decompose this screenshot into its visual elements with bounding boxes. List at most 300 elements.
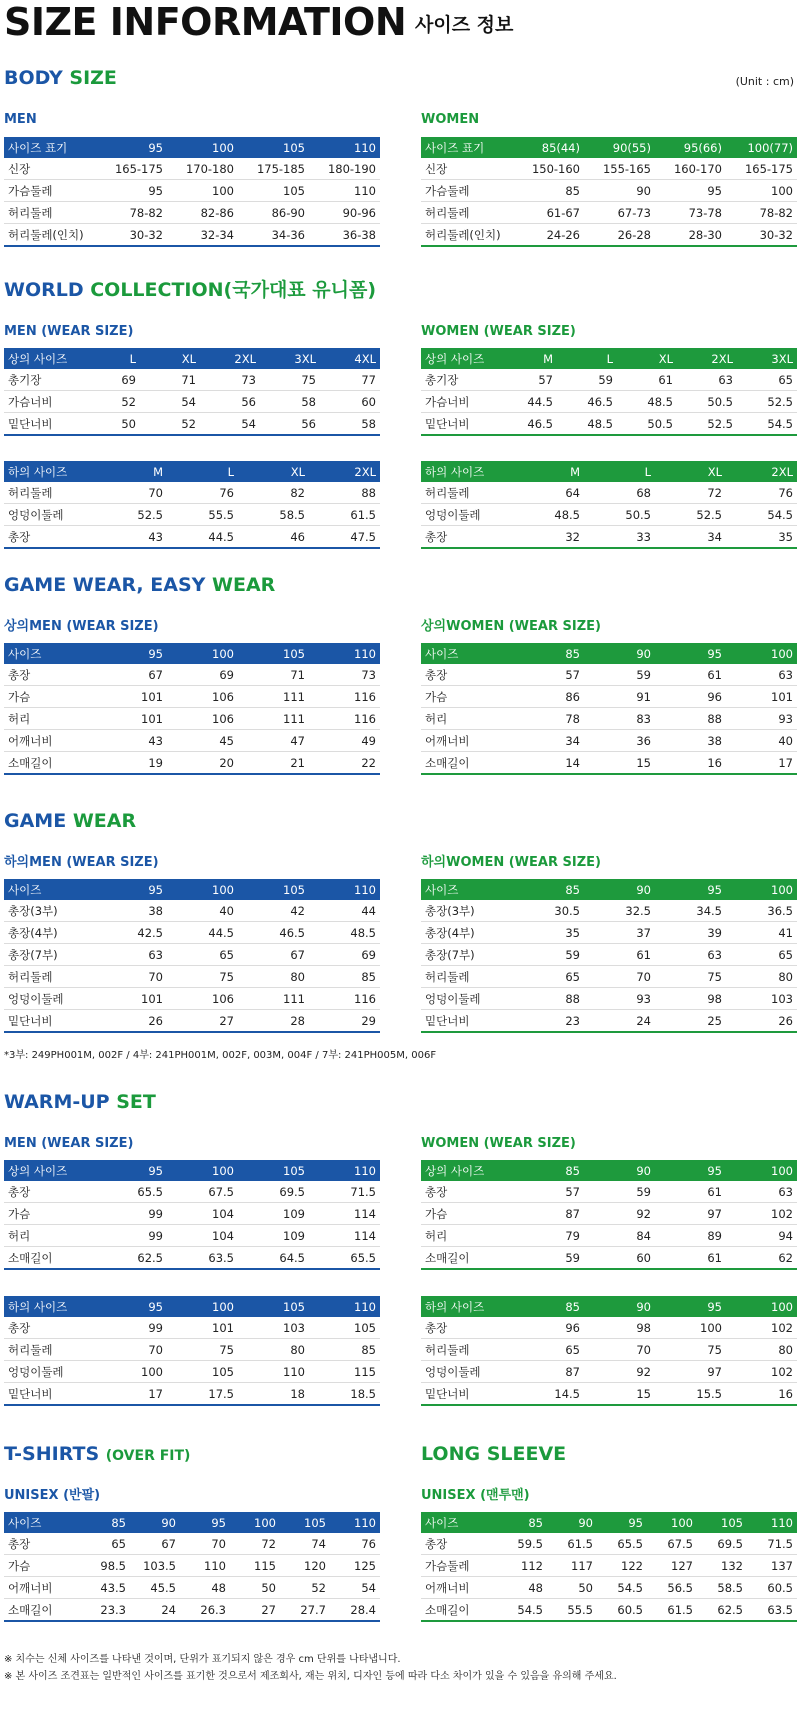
value-cell: 42: [238, 900, 309, 922]
value-cell: 62.5: [96, 1247, 167, 1270]
row-label-cell: 엉덩이둘레: [4, 988, 96, 1010]
value-cell: 41: [726, 922, 797, 944]
row-label-cell: 엉덩이둘레: [4, 1361, 96, 1383]
value-cell: 110: [238, 1361, 309, 1383]
size-header-cell: 3XL: [737, 348, 797, 369]
size-header-cell: 2XL: [726, 461, 797, 482]
row-label-cell: 총장: [4, 526, 96, 549]
value-cell: 76: [167, 482, 238, 504]
value-cell: 54: [330, 1577, 380, 1599]
footnote-1: ※ 치수는 신체 사이즈를 나타낸 것이며, 단위가 표기되지 않은 경우 cm 단위를 나타냅니다.: [4, 1654, 401, 1665]
value-cell: 38: [96, 900, 167, 922]
value-cell: 56: [260, 413, 320, 436]
longsleeve-label: UNISEX (맨투맨): [421, 1488, 530, 1503]
size-header-cell: 100: [167, 137, 238, 158]
value-cell: 63: [726, 664, 797, 686]
value-cell: 71: [238, 664, 309, 686]
value-cell: 36: [584, 730, 655, 752]
table-row: [421, 482, 797, 504]
value-cell: 95: [655, 180, 726, 202]
value-cell: 87: [513, 1361, 584, 1383]
size-header-cell: 2XL: [677, 348, 737, 369]
size-header-cell: 105: [238, 879, 309, 900]
value-cell: 150-160: [513, 158, 584, 180]
value-cell: 80: [238, 966, 309, 988]
value-cell: 78: [513, 708, 584, 730]
table-header-row: [421, 137, 797, 158]
row-label-cell: 엉덩이둘레: [4, 504, 96, 526]
size-header-cell: M: [513, 461, 584, 482]
value-cell: 17: [726, 752, 797, 775]
value-cell: 91: [584, 686, 655, 708]
value-cell: 49: [309, 730, 380, 752]
value-cell: 47: [238, 730, 309, 752]
value-cell: 63: [726, 1181, 797, 1203]
row-label-cell: 허리: [421, 708, 513, 730]
value-cell: 75: [655, 1339, 726, 1361]
row-label-cell: 총장: [421, 1533, 497, 1555]
unit-label: (Unit : cm): [735, 75, 794, 88]
table-row: [421, 526, 797, 549]
value-cell: 101: [96, 708, 167, 730]
value-cell: 43: [96, 526, 167, 549]
value-cell: 102: [726, 1203, 797, 1225]
row-label-cell: 총장(4부): [421, 922, 513, 944]
table-row: [4, 752, 380, 775]
value-cell: 24-26: [513, 224, 584, 247]
size-header-cell: 90: [584, 1296, 655, 1317]
table-row: [421, 158, 797, 180]
size-header-cell: L: [584, 461, 655, 482]
size-header-cell: 105: [238, 137, 309, 158]
value-cell: 115: [230, 1555, 280, 1577]
size-header-cell: 95: [180, 1512, 230, 1533]
row-label-cell: 가슴: [4, 686, 96, 708]
value-cell: 44: [309, 900, 380, 922]
section-world-collection-heading: WORLD COLLECTION(국가대표 유니폼): [4, 279, 377, 301]
size-header-cell: 90: [547, 1512, 597, 1533]
game-easy-women-table: [421, 643, 797, 775]
value-cell: 101: [167, 1317, 238, 1339]
value-cell: 63.5: [747, 1599, 797, 1622]
value-cell: 74: [280, 1533, 330, 1555]
size-header-cell: L: [557, 348, 617, 369]
table-row: [421, 730, 797, 752]
value-cell: 34: [513, 730, 584, 752]
table-row: [4, 202, 380, 224]
size-header-cell: 110: [309, 1296, 380, 1317]
value-cell: 33: [584, 526, 655, 549]
row-label-cell: 총장: [4, 1317, 96, 1339]
row-label-cell: 허리: [421, 1225, 513, 1247]
value-cell: 85: [309, 966, 380, 988]
size-header-cell: 2XL: [309, 461, 380, 482]
value-cell: 52.5: [677, 413, 737, 436]
value-cell: 65: [513, 966, 584, 988]
value-cell: 70: [96, 966, 167, 988]
size-header-cell: 85: [497, 1512, 547, 1533]
value-cell: 56: [200, 391, 260, 413]
table-row: [421, 504, 797, 526]
size-header-cell: 100(77): [726, 137, 797, 158]
row-label-cell: 허리둘레: [421, 1339, 513, 1361]
size-header-cell: 85: [513, 643, 584, 664]
row-label-cell: 가슴: [421, 686, 513, 708]
value-cell: 78-82: [726, 202, 797, 224]
value-cell: 48.5: [617, 391, 677, 413]
value-cell: 27: [230, 1599, 280, 1622]
size-header-cell: XL: [617, 348, 677, 369]
row-label-cell: 소매길이: [421, 1247, 513, 1270]
longsleeve-table: [421, 1512, 797, 1622]
value-cell: 52.5: [96, 504, 167, 526]
value-cell: 26-28: [584, 224, 655, 247]
size-header-cell: 85: [513, 1160, 584, 1181]
value-cell: 16: [726, 1383, 797, 1406]
size-header-cell: 110: [330, 1512, 380, 1533]
value-cell: 63.5: [167, 1247, 238, 1270]
value-cell: 61.5: [309, 504, 380, 526]
table-row: [421, 1203, 797, 1225]
table-row: [4, 988, 380, 1010]
size-header-cell: 2XL: [200, 348, 260, 369]
header-label-cell: 하의 사이즈: [421, 1296, 513, 1317]
header-label-cell: 사이즈: [4, 879, 96, 900]
row-label-cell: 허리둘레: [421, 482, 513, 504]
page-title: SIZE INFORMATION: [4, 0, 407, 44]
value-cell: 50.5: [584, 504, 655, 526]
value-cell: 24: [130, 1599, 180, 1622]
value-cell: 50.5: [617, 413, 677, 436]
value-cell: 18: [238, 1383, 309, 1406]
value-cell: 61: [655, 664, 726, 686]
row-label-cell: 어깨너비: [4, 1577, 80, 1599]
value-cell: 63: [96, 944, 167, 966]
value-cell: 82: [238, 482, 309, 504]
table-row: [421, 922, 797, 944]
value-cell: 60: [584, 1247, 655, 1270]
row-label-cell: 소매길이: [421, 752, 513, 775]
value-cell: 80: [726, 1339, 797, 1361]
size-header-cell: 100: [726, 879, 797, 900]
size-header-cell: 100: [167, 879, 238, 900]
value-cell: 48.5: [557, 413, 617, 436]
table-row: [421, 369, 797, 391]
value-cell: 110: [309, 180, 380, 202]
tshirts-table: [4, 1512, 380, 1622]
row-label-cell: 어깨너비: [4, 730, 96, 752]
value-cell: 72: [655, 482, 726, 504]
warmup-women-top-table: [421, 1160, 797, 1270]
value-cell: 54.5: [737, 413, 797, 436]
size-header-cell: 100: [647, 1512, 697, 1533]
value-cell: 52: [80, 391, 140, 413]
row-label-cell: 총장(4부): [4, 922, 96, 944]
value-cell: 57: [513, 664, 584, 686]
table-row: [4, 1339, 380, 1361]
table-row: [421, 1181, 797, 1203]
value-cell: 105: [238, 180, 309, 202]
body-size-women-table: [421, 137, 797, 247]
value-cell: 122: [597, 1555, 647, 1577]
warmup-women-bottom-table: [421, 1296, 797, 1406]
size-header-cell: 110: [309, 879, 380, 900]
value-cell: 35: [513, 922, 584, 944]
value-cell: 114: [309, 1203, 380, 1225]
table-row: [4, 1361, 380, 1383]
value-cell: 72: [230, 1533, 280, 1555]
row-label-cell: 신장: [421, 158, 513, 180]
value-cell: 59: [584, 664, 655, 686]
row-label-cell: 가슴너비: [421, 391, 497, 413]
size-header-cell: 105: [697, 1512, 747, 1533]
value-cell: 34-36: [238, 224, 309, 247]
value-cell: 20: [167, 752, 238, 775]
value-cell: 61: [584, 944, 655, 966]
value-cell: 71: [140, 369, 200, 391]
header-label-cell: 사이즈 표기: [4, 137, 96, 158]
value-cell: 58: [320, 413, 380, 436]
value-cell: 65: [167, 944, 238, 966]
value-cell: 115: [309, 1361, 380, 1383]
value-cell: 86: [513, 686, 584, 708]
table-header-row: [4, 461, 380, 482]
row-label-cell: 엉덩이둘레: [421, 504, 513, 526]
value-cell: 30.5: [513, 900, 584, 922]
value-cell: 111: [238, 686, 309, 708]
page-title-korean: 사이즈 정보: [415, 14, 514, 36]
value-cell: 44.5: [167, 922, 238, 944]
value-cell: 52: [140, 413, 200, 436]
size-header-cell: 95: [96, 1160, 167, 1181]
size-header-cell: 3XL: [260, 348, 320, 369]
table-header-row: [4, 1160, 380, 1181]
value-cell: 70: [584, 966, 655, 988]
size-header-cell: XL: [655, 461, 726, 482]
header-label-cell: 사이즈 표기: [421, 137, 513, 158]
row-label-cell: 총기장: [421, 369, 497, 391]
value-cell: 86-90: [238, 202, 309, 224]
table-row: [4, 1225, 380, 1247]
value-cell: 58: [260, 391, 320, 413]
table-row: [4, 1010, 380, 1033]
value-cell: 46: [238, 526, 309, 549]
value-cell: 62: [726, 1247, 797, 1270]
value-cell: 110: [180, 1555, 230, 1577]
row-label-cell: 허리둘레: [421, 202, 513, 224]
value-cell: 59: [584, 1181, 655, 1203]
value-cell: 30-32: [726, 224, 797, 247]
size-header-cell: 90: [584, 1160, 655, 1181]
value-cell: 180-190: [309, 158, 380, 180]
size-header-cell: 100: [167, 1296, 238, 1317]
value-cell: 70: [96, 1339, 167, 1361]
value-cell: 28-30: [655, 224, 726, 247]
size-header-cell: 95: [96, 137, 167, 158]
value-cell: 36-38: [309, 224, 380, 247]
value-cell: 70: [180, 1533, 230, 1555]
table-header-row: [4, 643, 380, 664]
value-cell: 90-96: [309, 202, 380, 224]
value-cell: 111: [238, 708, 309, 730]
row-label-cell: 가슴: [4, 1555, 80, 1577]
table-row: [4, 1203, 380, 1225]
value-cell: 160-170: [655, 158, 726, 180]
size-header-cell: 95: [96, 879, 167, 900]
value-cell: 89: [655, 1225, 726, 1247]
row-label-cell: 밑단너비: [421, 1383, 513, 1406]
game-easy-men-label: 상의MEN (WEAR SIZE): [4, 619, 159, 634]
size-header-cell: XL: [140, 348, 200, 369]
world-men-top-table: [4, 348, 380, 436]
value-cell: 29: [309, 1010, 380, 1033]
value-cell: 132: [697, 1555, 747, 1577]
value-cell: 69: [80, 369, 140, 391]
row-label-cell: 허리둘레(인치): [421, 224, 513, 247]
value-cell: 39: [655, 922, 726, 944]
table-row: [421, 686, 797, 708]
value-cell: 56.5: [647, 1577, 697, 1599]
value-cell: 69.5: [238, 1181, 309, 1203]
value-cell: 64: [513, 482, 584, 504]
size-header-cell: 90: [584, 643, 655, 664]
size-header-cell: 110: [309, 643, 380, 664]
table-row: [4, 369, 380, 391]
value-cell: 18.5: [309, 1383, 380, 1406]
table-header-row: [421, 348, 797, 369]
table-row: [4, 922, 380, 944]
value-cell: 36.5: [726, 900, 797, 922]
value-cell: 50: [230, 1577, 280, 1599]
world-women-top-table: [421, 348, 797, 436]
value-cell: 103: [238, 1317, 309, 1339]
value-cell: 32: [513, 526, 584, 549]
value-cell: 65: [513, 1339, 584, 1361]
value-cell: 15.5: [655, 1383, 726, 1406]
body-size-men-label: MEN: [4, 112, 37, 127]
value-cell: 69: [309, 944, 380, 966]
value-cell: 65: [80, 1533, 130, 1555]
value-cell: 98: [655, 988, 726, 1010]
value-cell: 71.5: [747, 1533, 797, 1555]
body-size-men-table: [4, 137, 380, 247]
section-tshirts-heading: T-SHIRTS (OVER FIT): [4, 1443, 191, 1465]
value-cell: 43.5: [80, 1577, 130, 1599]
row-label-cell: 허리둘레: [4, 966, 96, 988]
header-label-cell: 상의 사이즈: [421, 348, 497, 369]
value-cell: 60.5: [747, 1577, 797, 1599]
value-cell: 105: [167, 1361, 238, 1383]
value-cell: 83: [584, 708, 655, 730]
value-cell: 73: [309, 664, 380, 686]
size-header-cell: 110: [747, 1512, 797, 1533]
size-header-cell: 85: [513, 1296, 584, 1317]
value-cell: 26: [96, 1010, 167, 1033]
value-cell: 55.5: [167, 504, 238, 526]
size-header-cell: 105: [238, 643, 309, 664]
value-cell: 165-175: [726, 158, 797, 180]
value-cell: 21: [238, 752, 309, 775]
row-label-cell: 밑단너비: [421, 413, 497, 436]
table-row: [4, 1533, 380, 1555]
value-cell: 97: [655, 1203, 726, 1225]
value-cell: 24: [584, 1010, 655, 1033]
table-row: [4, 158, 380, 180]
table-row: [4, 664, 380, 686]
table-row: [4, 224, 380, 247]
value-cell: 30-32: [96, 224, 167, 247]
row-label-cell: 어깨너비: [421, 1577, 497, 1599]
value-cell: 61-67: [513, 202, 584, 224]
value-cell: 34.5: [655, 900, 726, 922]
row-label-cell: 허리둘레: [4, 1339, 96, 1361]
value-cell: 84: [584, 1225, 655, 1247]
value-cell: 67.5: [647, 1533, 697, 1555]
value-cell: 67-73: [584, 202, 655, 224]
footnote-2: ※ 본 사이즈 조견표는 일반적인 사이즈를 표기한 것으로서 제조회사, 재는 위치, 디자인 등에 따라 다소 차이가 있을 수 있음을 유의해 주세요.: [4, 1671, 617, 1682]
value-cell: 57: [497, 369, 557, 391]
value-cell: 75: [167, 1339, 238, 1361]
table-row: [421, 966, 797, 988]
value-cell: 52: [280, 1577, 330, 1599]
row-label-cell: 총장: [421, 664, 513, 686]
value-cell: 99: [96, 1203, 167, 1225]
value-cell: 35: [726, 526, 797, 549]
value-cell: 90: [584, 180, 655, 202]
value-cell: 102: [726, 1361, 797, 1383]
row-label-cell: 총장: [4, 664, 96, 686]
table-row: [4, 900, 380, 922]
value-cell: 67: [96, 664, 167, 686]
value-cell: 106: [167, 708, 238, 730]
table-row: [4, 708, 380, 730]
value-cell: 65: [737, 369, 797, 391]
header-label-cell: 상의 사이즈: [421, 1160, 513, 1181]
value-cell: 25: [655, 1010, 726, 1033]
value-cell: 27.7: [280, 1599, 330, 1622]
value-cell: 19: [96, 752, 167, 775]
value-cell: 50.5: [677, 391, 737, 413]
value-cell: 100: [167, 180, 238, 202]
row-label-cell: 총장: [4, 1533, 80, 1555]
size-header-cell: 105: [280, 1512, 330, 1533]
row-label-cell: 가슴너비: [4, 391, 80, 413]
value-cell: 23.3: [80, 1599, 130, 1622]
size-header-cell: 85: [513, 879, 584, 900]
row-label-cell: 밑단너비: [4, 413, 80, 436]
value-cell: 109: [238, 1203, 309, 1225]
row-label-cell: 총기장: [4, 369, 80, 391]
table-header-row: [4, 1296, 380, 1317]
table-header-row: [421, 1512, 797, 1533]
value-cell: 48.5: [309, 922, 380, 944]
header-label-cell: 하의 사이즈: [4, 461, 96, 482]
value-cell: 165-175: [96, 158, 167, 180]
value-cell: 70: [584, 1339, 655, 1361]
row-label-cell: 가슴둘레: [421, 1555, 497, 1577]
value-cell: 73-78: [655, 202, 726, 224]
value-cell: 62.5: [697, 1599, 747, 1622]
section-longsleeve-heading: LONG SLEEVE: [421, 1443, 567, 1465]
game-easy-women-label: 상의WOMEN (WEAR SIZE): [421, 619, 601, 634]
value-cell: 22: [309, 752, 380, 775]
value-cell: 80: [238, 1339, 309, 1361]
row-label-cell: 총장(3부): [421, 900, 513, 922]
value-cell: 75: [260, 369, 320, 391]
value-cell: 28: [238, 1010, 309, 1033]
table-row: [421, 413, 797, 436]
warmup-men-label: MEN (WEAR SIZE): [4, 1136, 134, 1151]
